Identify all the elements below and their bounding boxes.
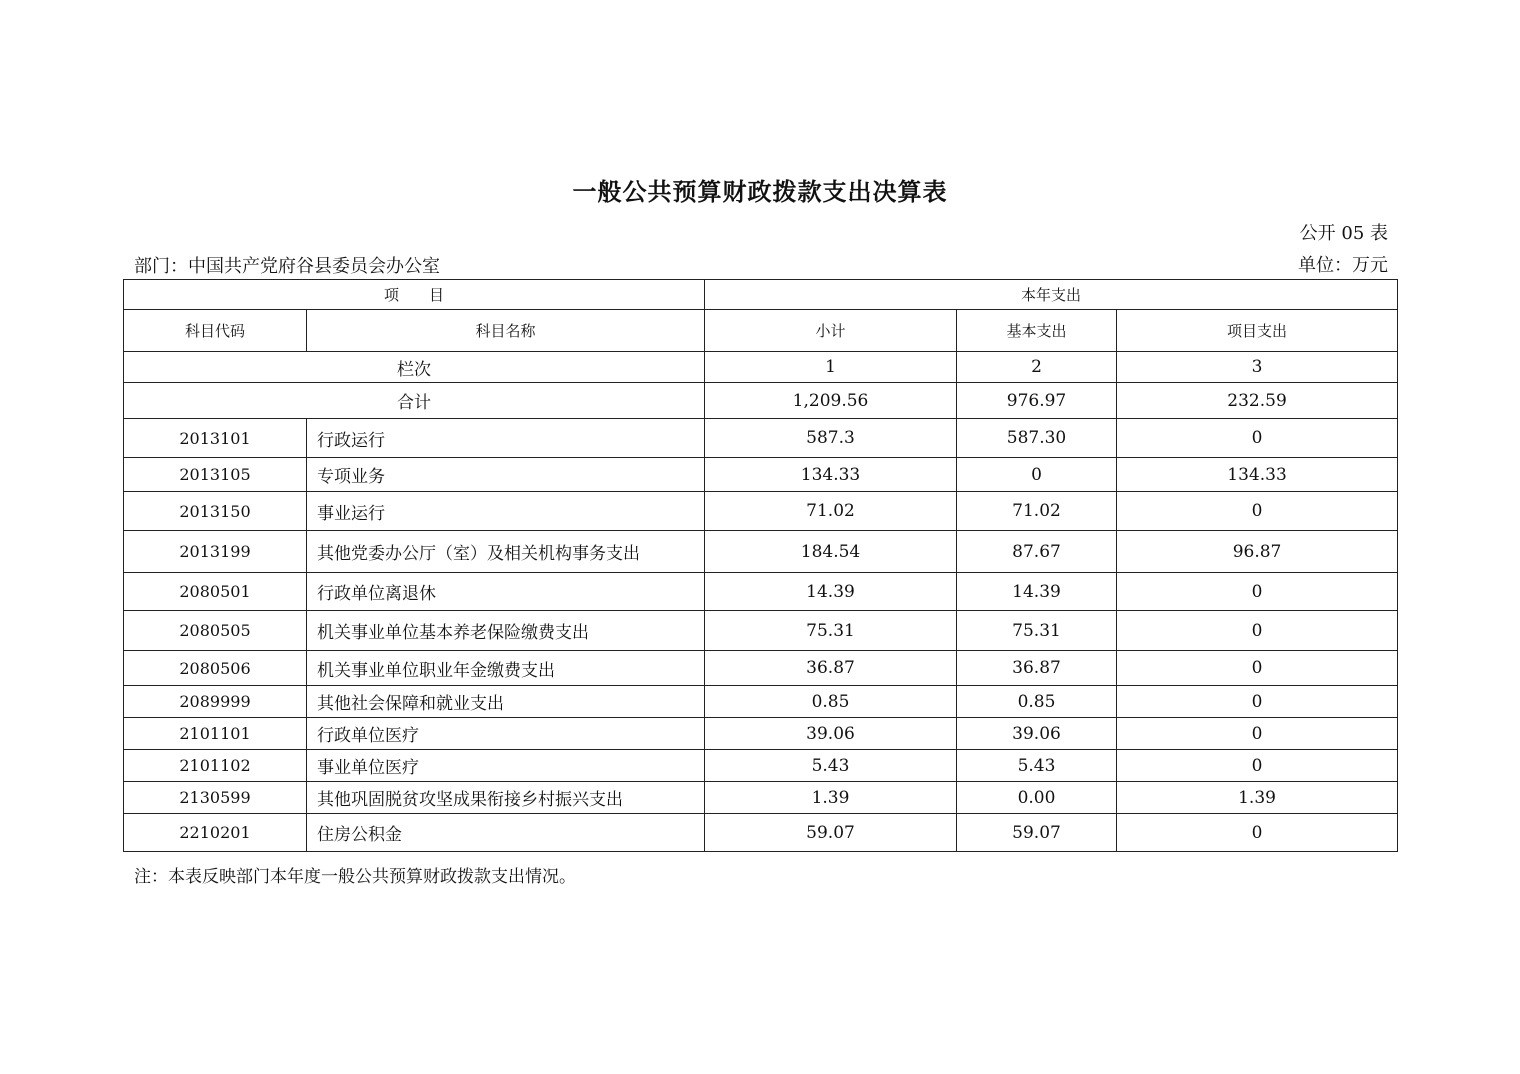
row-code: 2013105 xyxy=(124,458,307,492)
unit-label: 单位：万元 xyxy=(1298,255,1388,276)
column-order-1: 1 xyxy=(705,352,957,383)
row-code: 2013101 xyxy=(124,419,307,458)
row-basic: 5.43 xyxy=(957,750,1117,782)
row-project: 0 xyxy=(1117,492,1398,531)
row-project: 0 xyxy=(1117,718,1398,750)
row-subtotal: 39.06 xyxy=(705,718,957,750)
total-row xyxy=(124,383,1398,419)
row-subtotal: 1.39 xyxy=(705,782,957,814)
row-basic: 87.67 xyxy=(957,531,1117,573)
header-subtotal: 小计 xyxy=(705,310,957,352)
row-project: 0 xyxy=(1117,651,1398,686)
row-subtotal: 75.31 xyxy=(705,611,957,651)
row-code: 2130599 xyxy=(124,782,307,814)
row-basic: 0 xyxy=(957,458,1117,492)
row-code: 2080501 xyxy=(124,573,307,611)
row-project: 0 xyxy=(1117,686,1398,718)
row-project: 0 xyxy=(1117,750,1398,782)
row-name: 事业运行 xyxy=(307,492,705,531)
row-basic: 587.30 xyxy=(957,419,1117,458)
row-subtotal: 587.3 xyxy=(705,419,957,458)
row-basic: 0.00 xyxy=(957,782,1117,814)
total-project: 232.59 xyxy=(1117,383,1398,419)
row-basic: 75.31 xyxy=(957,611,1117,651)
row-subtotal: 59.07 xyxy=(705,814,957,852)
expense-table xyxy=(123,279,1398,852)
header-project: 项目支出 xyxy=(1117,310,1398,352)
row-subtotal: 134.33 xyxy=(705,458,957,492)
total-subtotal: 1,209.56 xyxy=(705,383,957,419)
row-project: 0 xyxy=(1117,611,1398,651)
table-row xyxy=(124,718,1398,750)
report-title: 一般公共预算财政拨款支出决算表 xyxy=(572,177,948,206)
table-row xyxy=(124,573,1398,611)
row-code: 2210201 xyxy=(124,814,307,852)
header-current-year-expense: 本年支出 xyxy=(705,280,1398,310)
row-subtotal: 14.39 xyxy=(705,573,957,611)
row-subtotal: 0.85 xyxy=(705,686,957,718)
row-subtotal: 5.43 xyxy=(705,750,957,782)
row-code: 2089999 xyxy=(124,686,307,718)
header-item: 项 目 xyxy=(124,280,705,310)
row-subtotal: 36.87 xyxy=(705,651,957,686)
table-row xyxy=(124,458,1398,492)
table-row xyxy=(124,686,1398,718)
row-basic: 36.87 xyxy=(957,651,1117,686)
row-project: 0 xyxy=(1117,573,1398,611)
row-name: 专项业务 xyxy=(307,458,705,492)
table-row xyxy=(124,782,1398,814)
row-name: 机关事业单位基本养老保险缴费支出 xyxy=(307,611,705,651)
header-code: 科目代码 xyxy=(124,310,307,352)
column-order-row xyxy=(124,352,1398,383)
row-name: 行政单位离退休 xyxy=(307,573,705,611)
header-basic: 基本支出 xyxy=(957,310,1117,352)
form-number: 公开 05 表 xyxy=(1299,223,1388,244)
row-basic: 59.07 xyxy=(957,814,1117,852)
row-name: 住房公积金 xyxy=(307,814,705,852)
column-order-3: 3 xyxy=(1117,352,1398,383)
row-project: 134.33 xyxy=(1117,458,1398,492)
row-project: 0 xyxy=(1117,814,1398,852)
row-code: 2101101 xyxy=(124,718,307,750)
row-project: 0 xyxy=(1117,419,1398,458)
row-name: 其他社会保障和就业支出 xyxy=(307,686,705,718)
table-row xyxy=(124,750,1398,782)
row-code: 2013199 xyxy=(124,531,307,573)
total-label: 合计 xyxy=(124,383,705,419)
table-row xyxy=(124,419,1398,458)
header-name: 科目名称 xyxy=(307,310,705,352)
total-basic: 976.97 xyxy=(957,383,1117,419)
row-name: 其他党委办公厅（室）及相关机构事务支出 xyxy=(307,531,705,573)
row-name: 机关事业单位职业年金缴费支出 xyxy=(307,651,705,686)
department-label: 部门：中国共产党府谷县委员会办公室 xyxy=(134,256,440,277)
row-name: 行政运行 xyxy=(307,419,705,458)
column-order-label: 栏次 xyxy=(124,352,705,383)
row-name: 行政单位医疗 xyxy=(307,718,705,750)
column-order-2: 2 xyxy=(957,352,1117,383)
table-row xyxy=(124,814,1398,852)
row-basic: 0.85 xyxy=(957,686,1117,718)
header-row-columns xyxy=(124,310,1398,352)
row-project: 96.87 xyxy=(1117,531,1398,573)
table-row xyxy=(124,651,1398,686)
row-subtotal: 184.54 xyxy=(705,531,957,573)
header-row-group xyxy=(124,280,1398,310)
table-row xyxy=(124,531,1398,573)
row-code: 2080505 xyxy=(124,611,307,651)
row-basic: 14.39 xyxy=(957,573,1117,611)
row-name: 事业单位医疗 xyxy=(307,750,705,782)
row-code: 2013150 xyxy=(124,492,307,531)
row-basic: 71.02 xyxy=(957,492,1117,531)
row-code: 2080506 xyxy=(124,651,307,686)
row-basic: 39.06 xyxy=(957,718,1117,750)
table-row xyxy=(124,611,1398,651)
row-name: 其他巩固脱贫攻坚成果衔接乡村振兴支出 xyxy=(307,782,705,814)
table-row xyxy=(124,492,1398,531)
footnote: 注：本表反映部门本年度一般公共预算财政拨款支出情况。 xyxy=(134,867,576,887)
row-code: 2101102 xyxy=(124,750,307,782)
row-project: 1.39 xyxy=(1117,782,1398,814)
row-subtotal: 71.02 xyxy=(705,492,957,531)
